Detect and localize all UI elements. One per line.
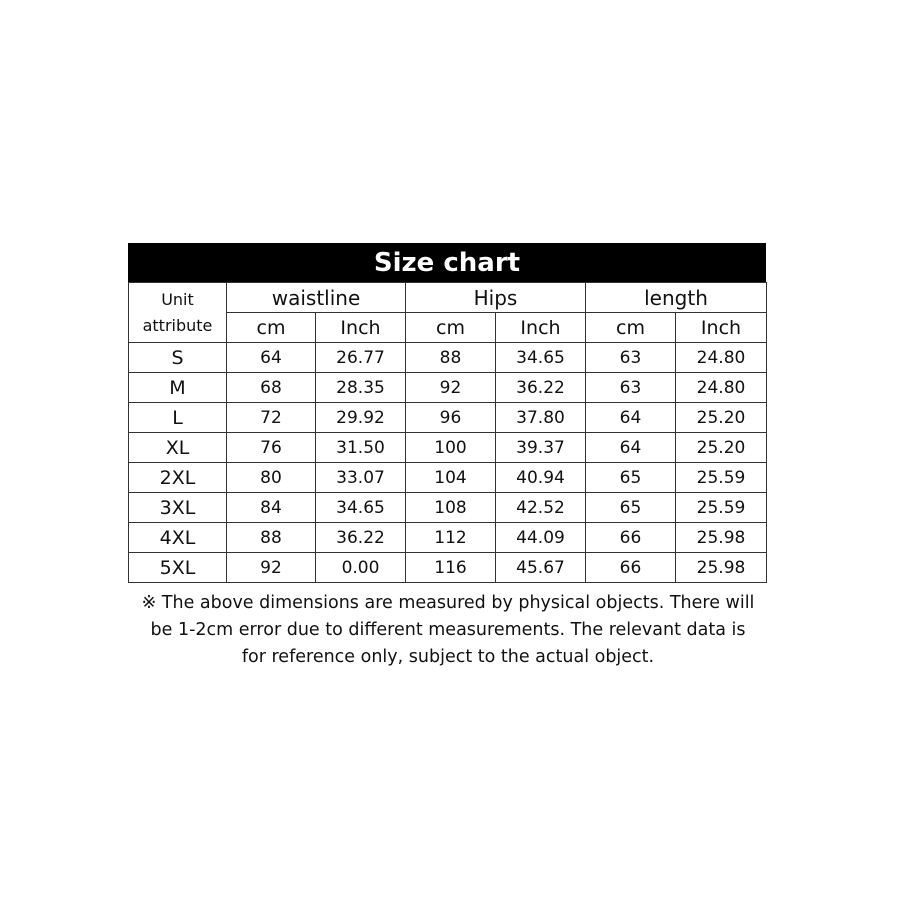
measurement-cell: 84 (227, 493, 316, 523)
measurement-cell: 63 (586, 343, 676, 373)
size-cell: XL (129, 433, 227, 463)
measurement-cell: 25.98 (676, 523, 767, 553)
note-line: for reference only, subject to the actual object. (241, 647, 655, 667)
table-row (129, 343, 767, 373)
measurement-cell: 25.98 (676, 553, 767, 583)
size-table (128, 282, 767, 583)
header-row-groups (129, 283, 767, 313)
measurement-cell: 63 (586, 373, 676, 403)
note-line: ※ The above dimensions are measured by physical objects. There will (141, 593, 755, 613)
table-row (129, 403, 767, 433)
measurement-cell: 31.50 (316, 433, 406, 463)
table-body (129, 343, 767, 583)
measurement-cell: 36.22 (496, 373, 586, 403)
measurement-cell: 68 (227, 373, 316, 403)
measurement-cell: 34.65 (496, 343, 586, 373)
measurement-cell: 108 (406, 493, 496, 523)
measurement-cell: 36.22 (316, 523, 406, 553)
measurement-cell: 80 (227, 463, 316, 493)
measurement-cell: 26.77 (316, 343, 406, 373)
size-cell: M (129, 373, 227, 403)
size-cell: S (129, 343, 227, 373)
measurement-note (118, 590, 778, 671)
unit-header: Inch (496, 313, 586, 343)
measurement-cell: 112 (406, 523, 496, 553)
measurement-cell: 25.20 (676, 403, 767, 433)
table-row (129, 553, 767, 583)
measurement-cell: 37.80 (496, 403, 586, 433)
measurement-cell: 65 (586, 493, 676, 523)
size-cell: 3XL (129, 493, 227, 523)
table-row (129, 493, 767, 523)
measurement-cell: 64 (586, 403, 676, 433)
table-row (129, 463, 767, 493)
measurement-cell: 88 (227, 523, 316, 553)
measurement-cell: 24.80 (676, 373, 767, 403)
note-line: be 1-2cm error due to different measurements. The relevant data is (150, 620, 746, 640)
unit-header: Inch (316, 313, 406, 343)
size-cell: L (129, 403, 227, 433)
unit-header: cm (586, 313, 676, 343)
table-row (129, 433, 767, 463)
measurement-cell: 64 (586, 433, 676, 463)
unit-header: Inch (676, 313, 767, 343)
size-cell: 4XL (129, 523, 227, 553)
measurement-cell: 39.37 (496, 433, 586, 463)
measurement-cell: 0.00 (316, 553, 406, 583)
measurement-cell: 65 (586, 463, 676, 493)
group-header-length: length (586, 283, 767, 313)
measurement-cell: 92 (227, 553, 316, 583)
measurement-cell: 25.59 (676, 493, 767, 523)
measurement-cell: 28.35 (316, 373, 406, 403)
measurement-cell: 33.07 (316, 463, 406, 493)
measurement-cell: 25.59 (676, 463, 767, 493)
table-row (129, 373, 767, 403)
unit-label: Unit (161, 289, 194, 309)
measurement-cell: 76 (227, 433, 316, 463)
measurement-cell: 66 (586, 523, 676, 553)
attribute-label: attribute (142, 315, 213, 335)
measurement-cell: 92 (406, 373, 496, 403)
measurement-cell: 25.20 (676, 433, 767, 463)
measurement-cell: 45.67 (496, 553, 586, 583)
measurement-cell: 24.80 (676, 343, 767, 373)
group-header-waistline: waistline (227, 283, 406, 313)
size-cell: 2XL (129, 463, 227, 493)
group-header-hips: Hips (406, 283, 586, 313)
measurement-cell: 44.09 (496, 523, 586, 553)
table-row (129, 523, 767, 553)
measurement-cell: 42.52 (496, 493, 586, 523)
unit-header: cm (406, 313, 496, 343)
size-cell: 5XL (129, 553, 227, 583)
measurement-cell: 29.92 (316, 403, 406, 433)
measurement-cell: 66 (586, 553, 676, 583)
measurement-cell: 40.94 (496, 463, 586, 493)
measurement-cell: 88 (406, 343, 496, 373)
measurement-cell: 100 (406, 433, 496, 463)
measurement-cell: 96 (406, 403, 496, 433)
size-chart (128, 243, 766, 583)
measurement-cell: 104 (406, 463, 496, 493)
unit-header: cm (227, 313, 316, 343)
chart-title: Size chart (128, 243, 766, 282)
measurement-cell: 64 (227, 343, 316, 373)
measurement-cell: 34.65 (316, 493, 406, 523)
measurement-cell: 72 (227, 403, 316, 433)
unit-attribute-header (129, 283, 227, 343)
measurement-cell: 116 (406, 553, 496, 583)
